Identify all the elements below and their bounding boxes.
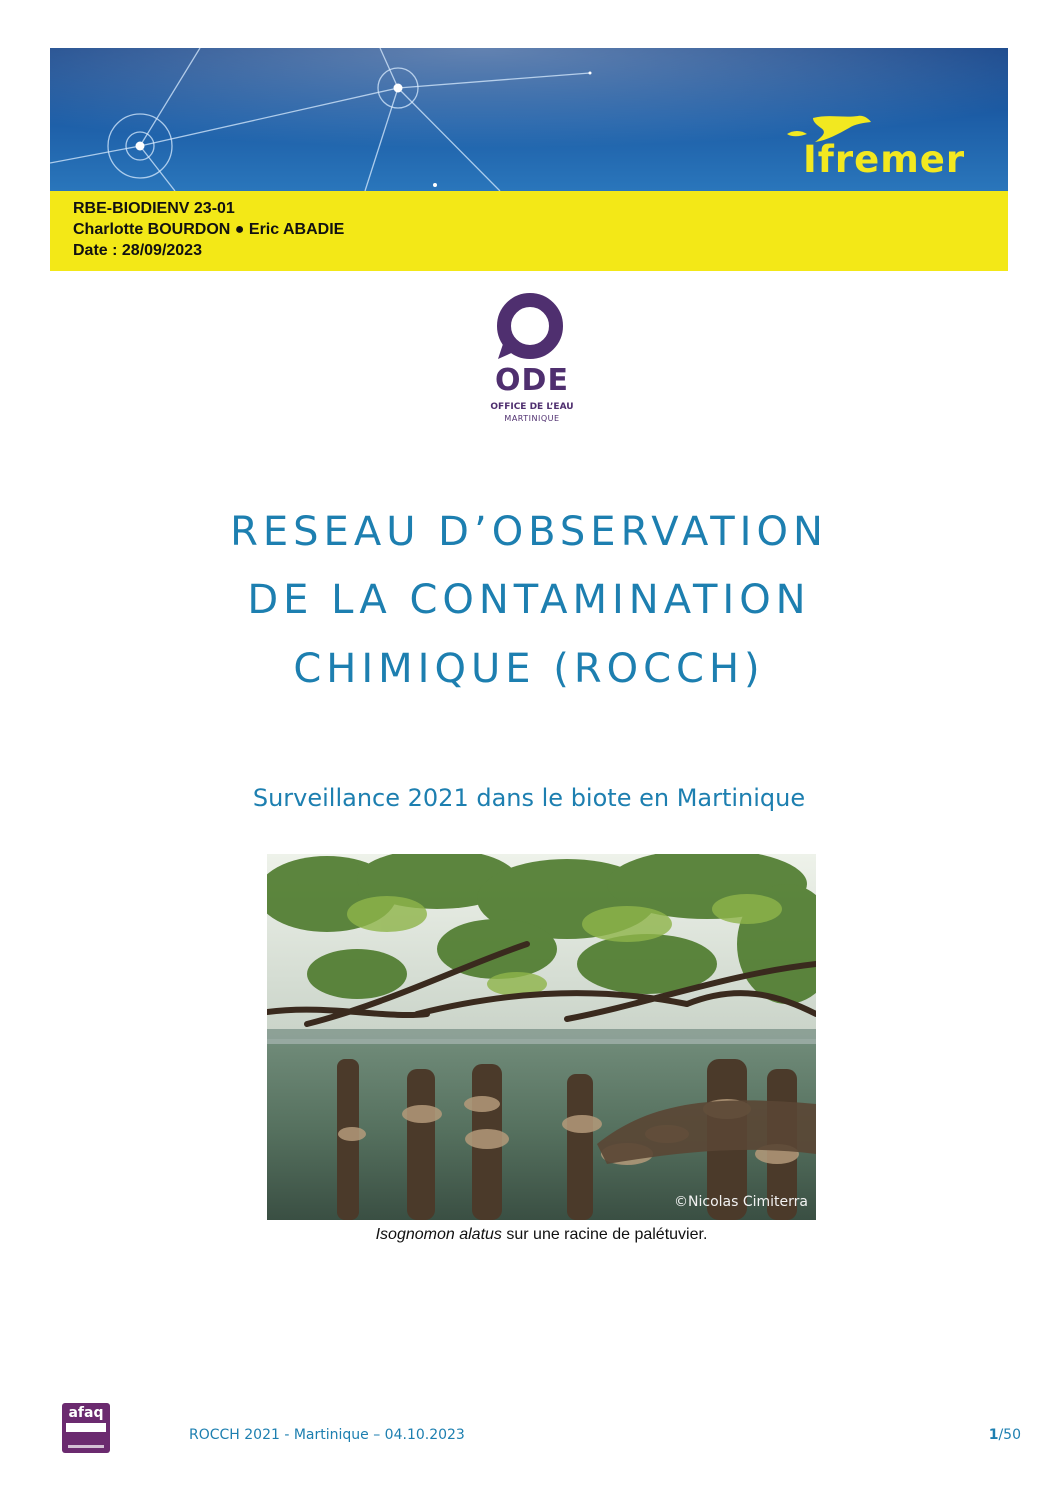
report-id: RBE-BIODIENV 23-01 xyxy=(73,200,235,217)
ode-speech-bubble-icon xyxy=(482,293,582,363)
page-total: /50 xyxy=(998,1427,1021,1443)
ode-acronym: ODE xyxy=(495,363,569,398)
page-current: 1 xyxy=(988,1427,999,1443)
caption-text: sur une racine de palétuvier. xyxy=(501,1226,708,1243)
authors: Charlotte BOURDON ● Eric ABADIE xyxy=(73,221,345,238)
mangrove-photo xyxy=(267,854,816,1220)
caption-species: Isognomon alatus xyxy=(375,1226,502,1243)
afaq-wordmark: afaq xyxy=(68,1405,104,1421)
report-info-band xyxy=(50,191,1008,271)
ode-region: MARTINIQUE xyxy=(504,414,560,423)
header-banner xyxy=(50,48,1008,191)
page-number xyxy=(989,1427,1021,1443)
title-line-2: DE LA CONTAMINATION xyxy=(247,577,811,623)
ode-logo xyxy=(482,293,582,428)
ode-name: OFFICE DE L’EAU xyxy=(490,402,574,412)
photo-caption xyxy=(267,1226,816,1244)
subtitle: Surveillance 2021 dans le biote en Martinique xyxy=(252,784,806,812)
ifremer-wordmark: Ifremer xyxy=(803,138,966,181)
ifremer-logo xyxy=(783,112,966,182)
title-line-3: CHIMIQUE (ROCCH) xyxy=(293,646,765,692)
title-line-1: RESEAU D’OBSERVATION xyxy=(230,509,828,555)
footer-text: ROCCH 2021 - Martinique – 04.10.2023 xyxy=(189,1427,465,1443)
report-date: Date : 28/09/2023 xyxy=(73,242,202,259)
photo-credit: ©Nicolas Cimiterra xyxy=(674,1194,808,1210)
afaq-certification-logo xyxy=(60,1403,112,1453)
mangrove-illustration xyxy=(267,854,816,1220)
